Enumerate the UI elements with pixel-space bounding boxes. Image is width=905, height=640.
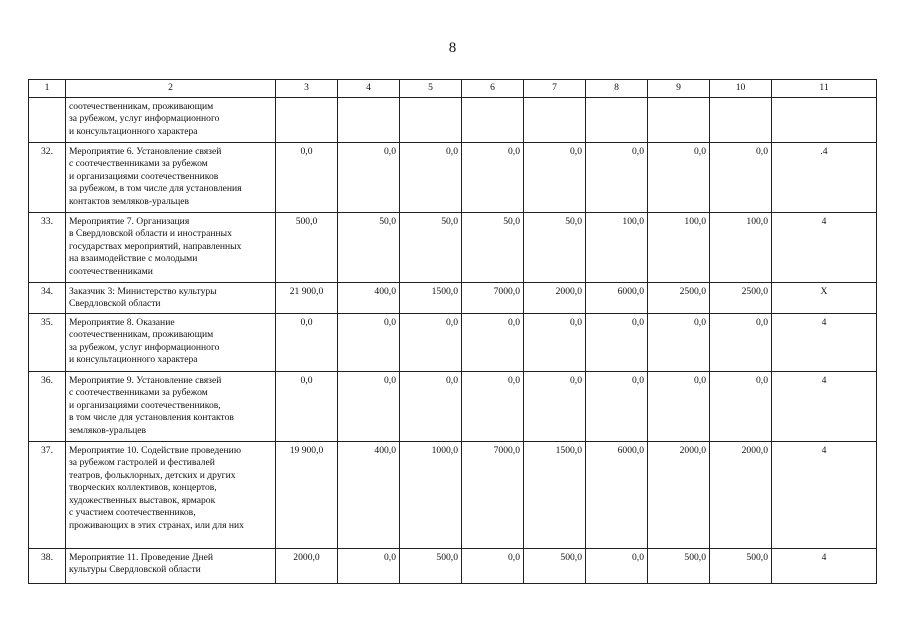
value-cell: 2000,0 (524, 283, 586, 314)
value-cell (710, 98, 772, 143)
value-cell: 500,0 (648, 548, 710, 583)
description-line: Мероприятие 11. Проведение Дней (69, 551, 214, 563)
value-cell: 0,0 (462, 313, 524, 371)
description-line: государствах мероприятий, направленных (69, 240, 242, 252)
target-indicator-cell (772, 98, 877, 143)
table-row (29, 548, 877, 583)
row-description (66, 441, 276, 548)
value-cell: 0,0 (276, 313, 338, 371)
value-cell: 0,0 (338, 371, 400, 441)
value-cell: 500,0 (276, 213, 338, 283)
description-line: соотечественникам, проживающим (69, 329, 214, 341)
description-line: культуры Свердловской области (69, 564, 201, 576)
description-line: земляков-уральцев (69, 424, 147, 436)
row-number: 35. (29, 313, 66, 371)
value-cell: 0,0 (338, 548, 400, 583)
description-line: с соотечественниками за рубежом (69, 158, 208, 170)
value-cell: 0,0 (338, 143, 400, 213)
row-number: 32. (29, 143, 66, 213)
value-cell (586, 98, 648, 143)
value-cell: 50,0 (400, 213, 462, 283)
description-line: и консультационного характера (69, 125, 198, 137)
description-line: с соотечественниками за рубежом (69, 387, 208, 399)
value-cell: 0,0 (710, 313, 772, 371)
value-cell: 2000,0 (648, 441, 710, 548)
column-header: 6 (462, 80, 524, 98)
description-line: за рубежом, услуг информационного (69, 113, 220, 125)
value-cell: 500,0 (710, 548, 772, 583)
target-indicator-cell: X (772, 283, 877, 314)
description-line: в Свердловской области и иностранных (69, 228, 232, 240)
description-line: Мероприятие 8. Оказание (69, 316, 175, 328)
column-header: 4 (338, 80, 400, 98)
column-header: 3 (276, 80, 338, 98)
value-cell: 500,0 (400, 548, 462, 583)
value-cell: 0,0 (400, 371, 462, 441)
value-cell (462, 98, 524, 143)
description-line: творческих коллективов, концертов, (69, 482, 217, 494)
row-description (66, 143, 276, 213)
value-cell (338, 98, 400, 143)
program-table (28, 79, 877, 584)
row-description (66, 313, 276, 371)
table-row (29, 213, 877, 283)
value-cell: 1500,0 (400, 283, 462, 314)
value-cell (524, 98, 586, 143)
description-line: за рубежом гастролей и фестивалей (69, 457, 215, 469)
value-cell: 50,0 (524, 213, 586, 283)
value-cell: 100,0 (586, 213, 648, 283)
column-header: 7 (524, 80, 586, 98)
description-line: Мероприятие 10. Содействие проведению (69, 444, 241, 456)
row-number: 33. (29, 213, 66, 283)
value-cell: 0,0 (462, 371, 524, 441)
value-cell (400, 98, 462, 143)
value-cell: 0,0 (710, 143, 772, 213)
value-cell: 1000,0 (400, 441, 462, 548)
value-cell: 400,0 (338, 441, 400, 548)
target-indicator-cell: 4 (772, 213, 877, 283)
value-cell: 0,0 (648, 313, 710, 371)
value-cell: 50,0 (462, 213, 524, 283)
value-cell: 0,0 (648, 143, 710, 213)
value-cell: 0,0 (710, 371, 772, 441)
value-cell: 0,0 (276, 143, 338, 213)
description-line: с участием соотечественников, (69, 507, 196, 519)
target-indicator-cell: 4 (772, 548, 877, 583)
column-header: 11 (772, 80, 877, 98)
description-line: художественных выставок, ярмарок (69, 494, 216, 506)
value-cell: 0,0 (276, 371, 338, 441)
page-number: 8 (448, 40, 457, 56)
value-cell: 0,0 (462, 548, 524, 583)
description-line: на взаимодействие с молодыми (69, 253, 198, 265)
description-line: в том числе для установления контактов (69, 412, 234, 424)
table-row (29, 143, 877, 213)
description-line: за рубежом, услуг информационного (69, 341, 220, 353)
value-cell: 2000,0 (710, 441, 772, 548)
description-line: и организациями соотечественников (69, 170, 219, 182)
value-cell: 0,0 (400, 143, 462, 213)
row-number (29, 98, 66, 143)
header-row (29, 80, 877, 98)
value-cell: 0,0 (338, 313, 400, 371)
description-line: соотечественниками (69, 265, 153, 277)
value-cell: 2500,0 (710, 283, 772, 314)
row-number: 38. (29, 548, 66, 583)
row-description (66, 371, 276, 441)
value-cell: 0,0 (586, 548, 648, 583)
description-line: и консультационного характера (69, 354, 198, 366)
value-cell: 0,0 (648, 371, 710, 441)
value-cell: 0,0 (462, 143, 524, 213)
column-header: 9 (648, 80, 710, 98)
table-row (29, 283, 877, 314)
table-row (29, 441, 877, 548)
value-cell: 0,0 (586, 143, 648, 213)
row-description (66, 213, 276, 283)
column-header: 1 (29, 80, 66, 98)
row-number: 37. (29, 441, 66, 548)
description-line: соотечественникам, проживающим (69, 101, 214, 112)
target-indicator-cell: .4 (772, 143, 877, 213)
description-line: за рубежом, в том числе для установления (69, 183, 242, 195)
description-line: Мероприятие 7. Организация (69, 216, 190, 227)
description-line: Свердловской области (69, 298, 161, 310)
table-row (29, 98, 877, 143)
target-indicator-cell: 4 (772, 441, 877, 548)
description-line: проживающих в этих странах, или для них (69, 519, 244, 531)
value-cell: 19 900,0 (276, 441, 338, 548)
target-indicator-cell: 4 (772, 313, 877, 371)
value-cell: 2500,0 (648, 283, 710, 314)
value-cell (648, 98, 710, 143)
value-cell: 7000,0 (462, 441, 524, 548)
row-description (66, 283, 276, 314)
row-number: 36. (29, 371, 66, 441)
description-line: Заказчик 3: Министерство культуры (69, 286, 217, 297)
value-cell: 0,0 (400, 313, 462, 371)
description-line: Мероприятие 9. Установление связей (69, 374, 222, 386)
value-cell: 0,0 (524, 313, 586, 371)
value-cell: 50,0 (338, 213, 400, 283)
value-cell: 0,0 (524, 143, 586, 213)
description-line: театров, фольклорных, детских и других (69, 469, 236, 481)
description-line: и организациями соотечественников, (69, 399, 221, 411)
column-header: 10 (710, 80, 772, 98)
value-cell (276, 98, 338, 143)
value-cell: 1500,0 (524, 441, 586, 548)
row-number: 34. (29, 283, 66, 314)
row-description (66, 548, 276, 583)
value-cell: 500,0 (524, 548, 586, 583)
table-body (29, 80, 877, 584)
value-cell: 400,0 (338, 283, 400, 314)
target-indicator-cell: 4 (772, 371, 877, 441)
row-description (66, 98, 276, 143)
column-header: 5 (400, 80, 462, 98)
value-cell: 100,0 (710, 213, 772, 283)
table-row (29, 371, 877, 441)
value-cell: 0,0 (524, 371, 586, 441)
value-cell: 0,0 (586, 313, 648, 371)
description-line: контактов земляков-уральцев (69, 195, 190, 207)
value-cell: 6000,0 (586, 283, 648, 314)
value-cell: 100,0 (648, 213, 710, 283)
value-cell: 6000,0 (586, 441, 648, 548)
value-cell: 0,0 (586, 371, 648, 441)
column-header: 2 (66, 80, 276, 98)
value-cell: 7000,0 (462, 283, 524, 314)
table-row (29, 313, 877, 371)
value-cell: 2000,0 (276, 548, 338, 583)
column-header: 8 (586, 80, 648, 98)
description-line: Мероприятие 6. Установление связей (69, 146, 222, 157)
value-cell: 21 900,0 (276, 283, 338, 314)
